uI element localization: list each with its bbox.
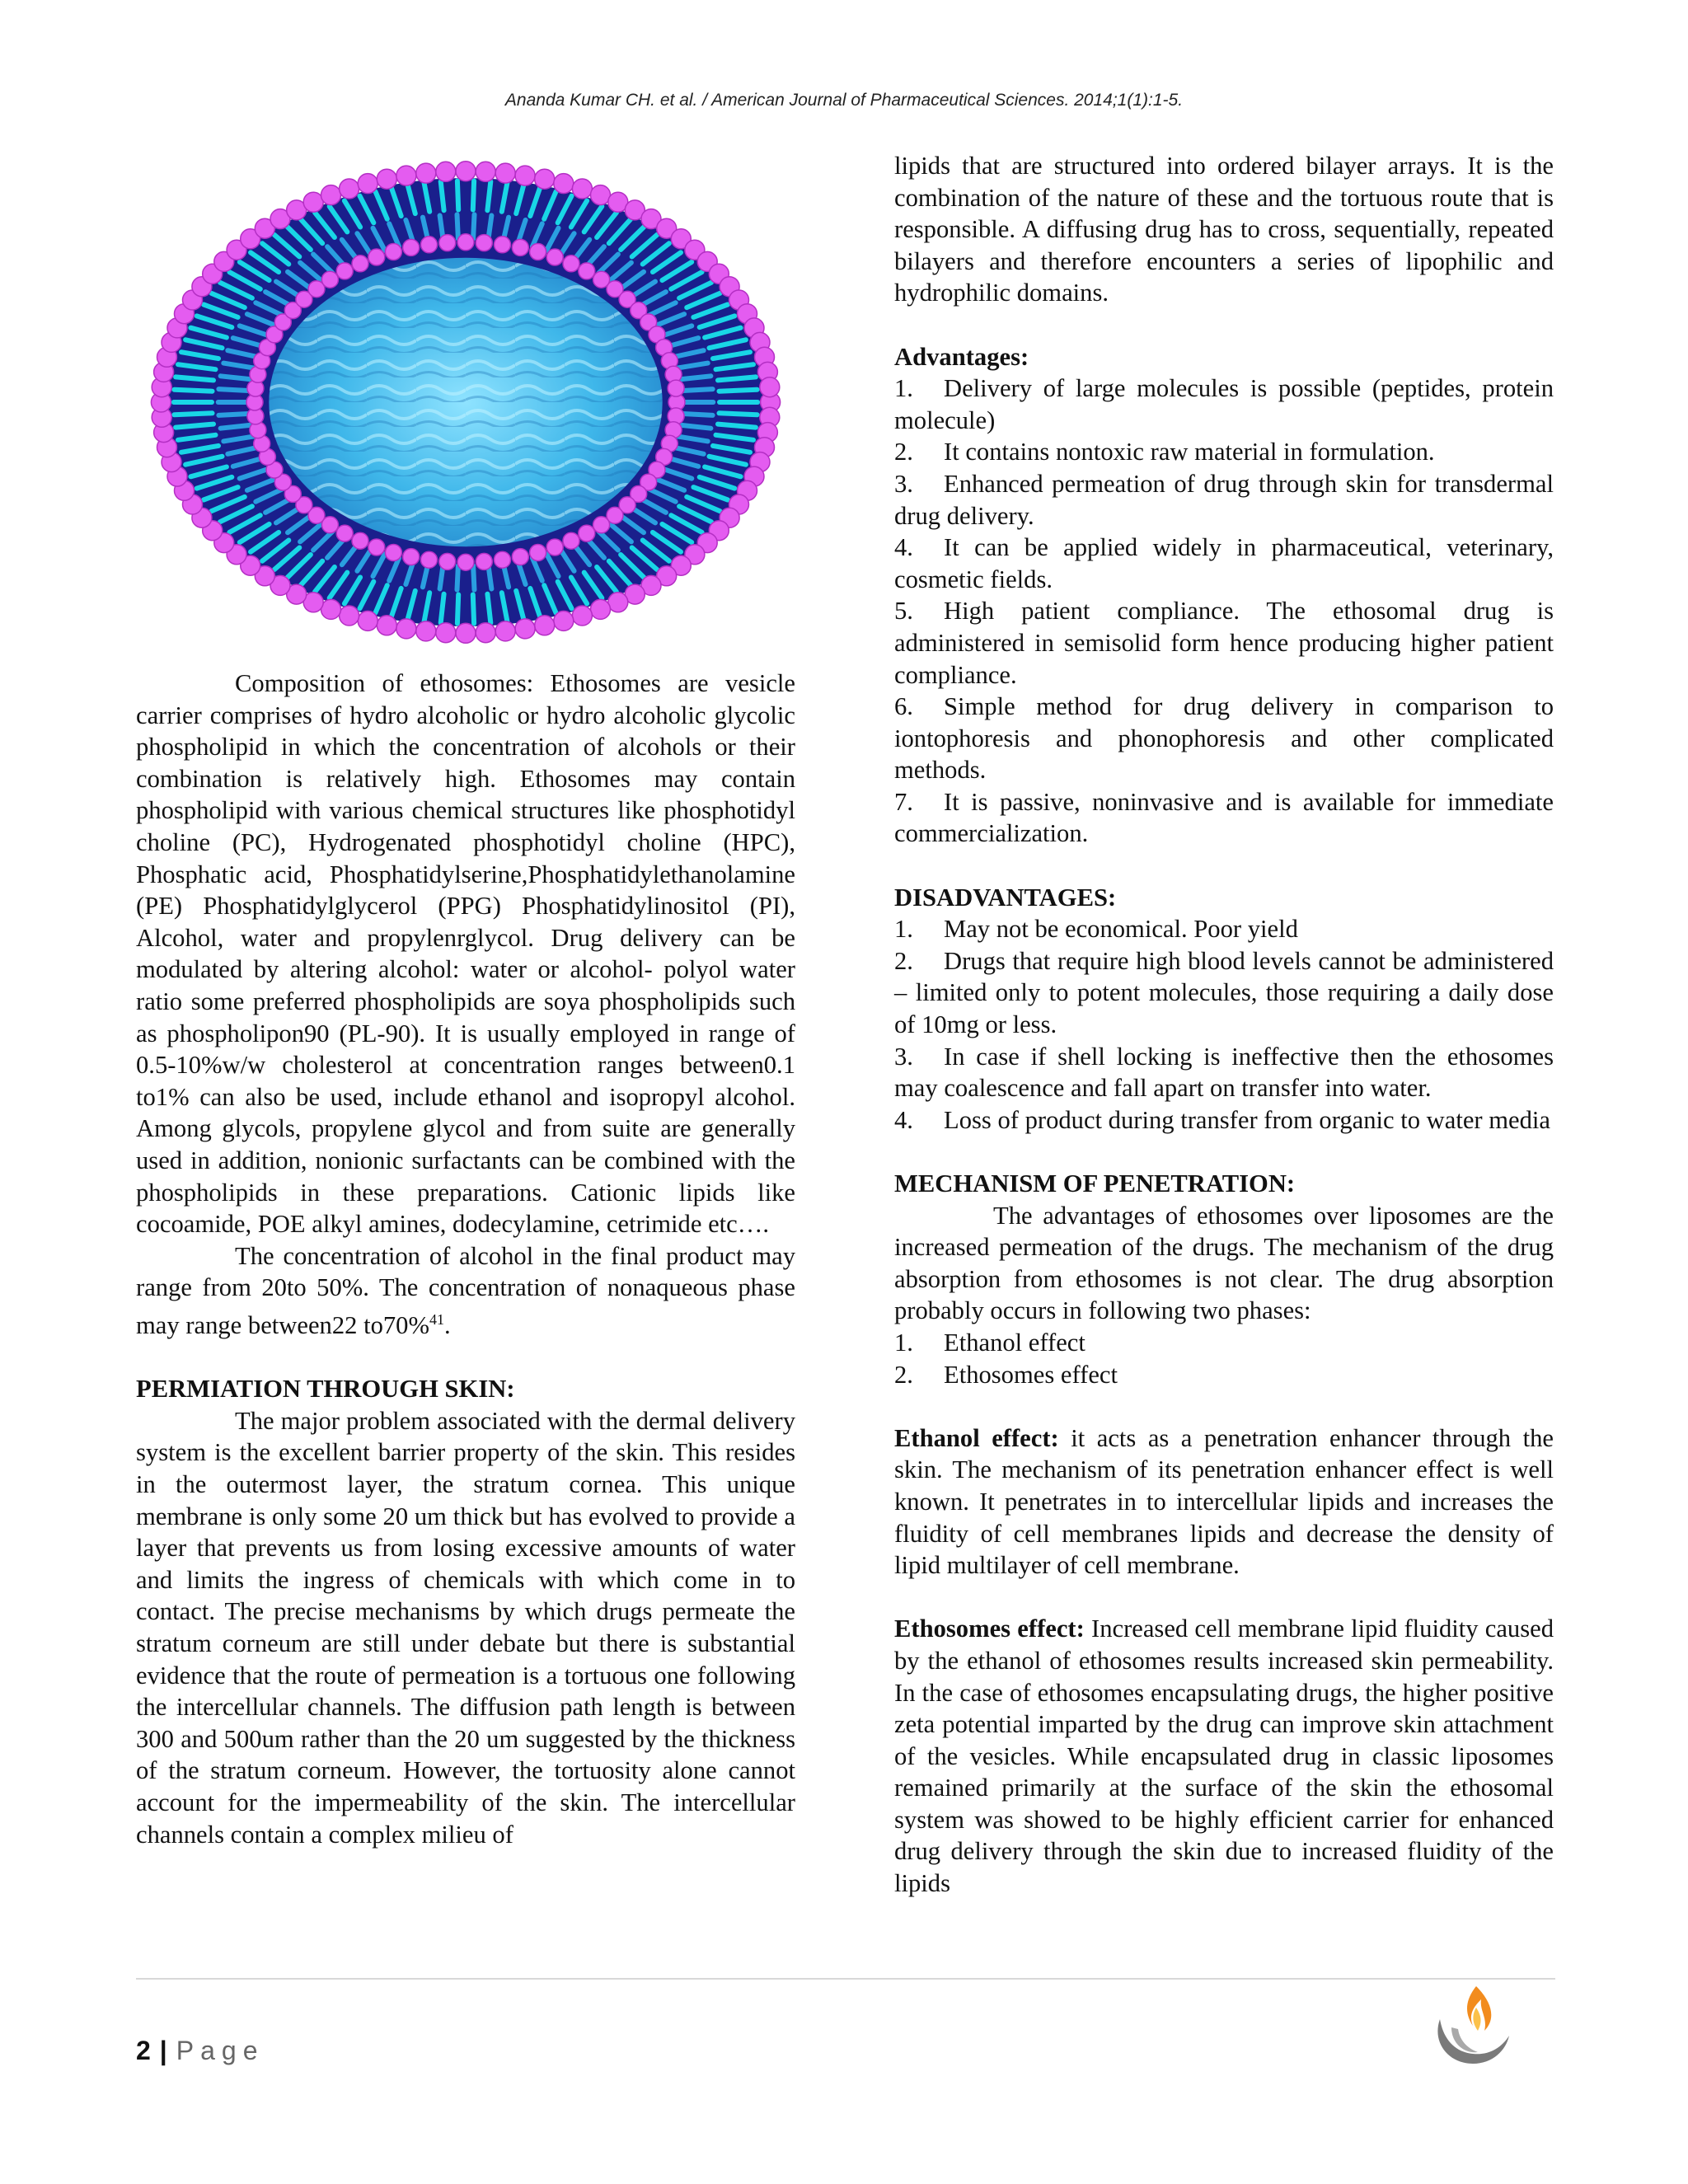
inner-lipid-head xyxy=(512,239,528,255)
disadvantage-item xyxy=(894,1104,1554,1137)
aqueous-core-texture xyxy=(269,258,662,546)
alcohol-concentration-text: The concentration of alcohol in the final product may range from 20to 50%. The concentration of nonaqueous phase may range between22 to70% xyxy=(136,1241,795,1340)
inner-lipid-tail xyxy=(679,425,710,429)
inner-lipid-head xyxy=(563,255,579,272)
phase-item-number: 2. xyxy=(894,1360,913,1389)
outer-lipid-tail xyxy=(473,595,474,624)
inner-lipid-head xyxy=(403,549,420,565)
permiation-heading: PERMIATION THROUGH SKIN: xyxy=(136,1375,515,1404)
composition-paragraph: Composition of ethosomes: Ethosomes are vesicle carrier comprises of hydro alcoholic or hydro alcoholic glycolic phospholipid in which the concentration of alcohols or their combination is relatively high. Ethosomes may contain phospholipid with various chemical structures like phosphotidyl choline (PC), Hydrogenated phosphotidyl choline (HPC), Phosphatic acid, Phosphatidylserine,Phosphatidylethanolamine (PE) Phosphatidylglycerol (PPG) Phosphatidylinositol (PI), Alcohol, water and propylenrglycol. Drug delivery can be modulated by altering alcohol: water or alcohol- polyol water ratio some preferred phospholipids are soya phospholipids such as phospholipon90 (PL-90). It is usually employed in range of 0.5-10%w/w cholesterol at concentration ranges between0.1 to1% can also be used, include ethanol and isopropyl alcohol. Among glycols, propylene glycol and from suite are generally used in addition, nonionic surfactants can be combined with the phospholipids in these preparations. Cationic lipids like cocoamide, POE alkyl amines, dodecylamine, cetrimide etc…. xyxy=(136,669,795,1239)
inner-lipid-head xyxy=(439,235,456,251)
advantages-list xyxy=(894,373,1554,850)
inner-lipid-head xyxy=(368,249,385,265)
advantage-item-text: Simple method for drug delivery in comparison to iontophoresis and phonophoresis and other complicated methods. xyxy=(894,692,1554,785)
disadvantage-item-text: Drugs that require high blood levels cannot be administered – limited only to potent molecules, those requiring a daily dose of 10mg or less. xyxy=(894,946,1554,1039)
disadvantage-item xyxy=(894,945,1554,1041)
outer-lipid-tail xyxy=(174,390,212,391)
inner-lipid-head xyxy=(421,237,438,253)
inner-lipid-head xyxy=(530,244,546,260)
outer-lipid-head xyxy=(377,169,396,189)
inner-lipid-head xyxy=(336,525,353,541)
inner-lipid-head xyxy=(421,551,438,568)
disadvantage-item-text: In case if shell locking is ineffective then the ethosomes may coalescence and fall apart on transfer into water. xyxy=(894,1042,1554,1103)
mechanism-paragraph: The advantages of ethosomes over liposomes are the increased permeation of the drugs. The mechanism of the drug absorption from ethosomes is not clear. The drug absorption probably occurs in following two phases: xyxy=(894,1201,1554,1325)
outer-lipid-head xyxy=(515,619,535,639)
outer-lipid-head xyxy=(760,377,780,397)
ethanol-effect-lead: Ethanol effect: xyxy=(894,1423,1059,1452)
outer-lipid-tail xyxy=(441,594,444,623)
phase-item-text: Ethosomes effect xyxy=(944,1360,1118,1389)
inner-lipid-head xyxy=(476,553,492,569)
outer-lipid-head xyxy=(340,179,359,199)
ethosomes-effect-paragraph xyxy=(894,1613,1554,1899)
outer-lipid-head xyxy=(396,619,416,639)
disadvantage-item-number: 3. xyxy=(894,1042,913,1071)
advantage-item xyxy=(894,691,1554,786)
inner-lipid-tail xyxy=(681,414,712,415)
inner-lipid-head xyxy=(457,234,474,251)
outer-lipid-head xyxy=(608,593,628,612)
page-number: 2 xyxy=(136,2036,152,2065)
advantage-item xyxy=(894,436,1554,468)
inner-lipid-head xyxy=(336,263,353,279)
disadvantages-heading: DISADVANTAGES: xyxy=(894,883,1117,912)
outer-lipid-head xyxy=(321,599,341,619)
advantage-item-text: High patient compliance. The ethosomal drug is administered in semisolid form hence producing higher patient compliance. xyxy=(894,597,1554,689)
inner-lipid-head xyxy=(385,545,401,561)
inner-lipid-head xyxy=(439,553,456,569)
inner-lipid-tail xyxy=(221,376,252,379)
outer-lipid-head xyxy=(416,621,436,641)
alcohol-concentration-paragraph xyxy=(136,1240,795,1342)
inner-lipid-tail xyxy=(473,565,474,589)
ethosomes-effect-text: Increased cell membrane lipid fluidity caused by the ethanol of ethosomes results increased skin permeability. In the case of ethosomes encapsulating drugs, the higher positive zeta potential imparted by the drug can improve skin attachment of the vesicles. While encapsulated drug in classic liposomes remained primarily at the surface of the skin the ethosomal system was showed to be highly efficient carrier for enhanced drug delivery through the skin due to increased fluidity of the lipids xyxy=(894,1615,1554,1898)
outer-lipid-tail xyxy=(720,413,757,415)
outer-lipid-tail xyxy=(174,413,212,415)
advantage-item-text: Enhanced permeation of drug through skin for transdermal drug delivery. xyxy=(894,469,1554,530)
outer-lipid-head xyxy=(515,166,535,185)
inner-lipid-head xyxy=(457,554,474,570)
outer-lipid-head xyxy=(321,185,341,205)
inner-lipid-head xyxy=(495,237,511,253)
inner-lipid-head xyxy=(579,525,595,541)
advantage-item-number: 5. xyxy=(894,597,913,626)
advantage-item xyxy=(894,595,1554,691)
advantage-item-number: 2. xyxy=(894,438,913,466)
outer-lipid-head xyxy=(554,174,574,194)
inner-lipid-head xyxy=(321,271,338,288)
inner-lipid-head xyxy=(352,532,368,549)
mechanism-heading: MECHANISM OF PENETRATION: xyxy=(894,1169,1296,1197)
disadvantage-item-number: 4. xyxy=(894,1105,913,1134)
inner-lipid-head xyxy=(668,380,684,396)
outer-lipid-tail xyxy=(718,377,756,380)
outer-lipid-tail xyxy=(176,424,213,428)
outer-lipid-tail xyxy=(718,424,756,428)
outer-lipid-head xyxy=(554,611,574,630)
outer-lipid-tail xyxy=(487,594,490,623)
outer-lipid-head xyxy=(396,166,416,185)
disadvantage-item xyxy=(894,1041,1554,1104)
continuation-paragraph: lipids that are structured into ordered bilayer arrays. It is the combination of the nature of these and the tortuous route that is responsible. A diffusing drug has to cross, sequentially, repeated bilayers and therefore encounters a series of lipophilic and hydrophilic domains. xyxy=(894,152,1554,307)
inner-lipid-tail xyxy=(457,214,458,238)
outer-lipid-head xyxy=(358,174,377,194)
outer-lipid-head xyxy=(340,606,359,626)
page-label: Page xyxy=(176,2036,265,2065)
outer-lipid-head xyxy=(476,162,495,181)
outer-lipid-head xyxy=(495,163,515,183)
outer-lipid-head xyxy=(572,179,592,199)
reference-superscript: 41 xyxy=(429,1310,444,1328)
outer-lipid-head xyxy=(436,162,456,181)
advantage-item-number: 4. xyxy=(894,533,913,562)
advantage-item-text: It contains nontoxic raw material in formulation. xyxy=(944,438,1435,466)
disadvantage-item-text: May not be economical. Poor yield xyxy=(944,915,1298,944)
right-column xyxy=(894,150,1554,1900)
advantage-item-text: It can be applied widely in pharmaceutical, veterinary, cosmetic fields. xyxy=(894,533,1554,593)
phase-item xyxy=(894,1359,1554,1391)
phase-item-text: Ethanol effect xyxy=(944,1328,1085,1357)
advantage-item-number: 6. xyxy=(894,692,913,721)
ethanol-effect-text: it acts as a penetration enhancer through the skin. The mechanism of its penetration enhancer effect is well known. It penetrates in to intercellular lipids and increases the fluidity of cell membranes lipids and decrease the density of lipid multilayer of cell membrane. xyxy=(894,1423,1554,1580)
advantage-item-text: Delivery of large molecules is possible (peptides, protein molecule) xyxy=(894,374,1554,434)
advantage-item xyxy=(894,532,1554,595)
footer-separator: | xyxy=(159,2036,168,2065)
outer-lipid-head xyxy=(377,616,396,635)
inner-lipid-head xyxy=(512,549,528,565)
outer-lipid-head xyxy=(591,185,611,205)
outer-lipid-head xyxy=(495,621,515,641)
phase-item-number: 1. xyxy=(894,1328,913,1357)
ethosomes-effect-lead: Ethosomes effect: xyxy=(894,1615,1085,1643)
inner-lipid-head xyxy=(593,517,610,533)
advantage-item xyxy=(894,468,1554,532)
outer-lipid-tail xyxy=(720,390,757,391)
outer-lipid-tail xyxy=(457,181,458,210)
inner-lipid-tail xyxy=(473,214,474,238)
inner-lipid-head xyxy=(495,551,511,568)
inner-lipid-head xyxy=(385,244,401,260)
advantage-item-text: It is passive, noninvasive and is available for immediate commercialization. xyxy=(894,787,1554,848)
disadvantage-item-text: Loss of product during transfer from organic to water media xyxy=(944,1105,1551,1134)
footer-rule xyxy=(136,1978,1555,1980)
outer-lipid-tail xyxy=(487,181,490,210)
advantage-item-number: 3. xyxy=(894,469,913,498)
inner-lipid-head xyxy=(546,249,563,265)
inner-lipid-head xyxy=(530,545,546,561)
inner-lipid-head xyxy=(546,539,563,555)
outer-lipid-head xyxy=(358,611,377,630)
permiation-paragraph: The major problem associated with the dermal delivery system is the excellent barrier property of the skin. This resides in the outermost layer, the stratum cornea. This unique membrane is only some 20 um thick but has evolved to provide a layer that prevents us from losing excessive amounts of water and limits the ingress of chemicals with which come in to contact. The precise mechanisms by which drugs permeate the stratum corneum are still under debate but there is substantial evidence that the route of permeation is a tortuous one following the intercellular channels. The diffusion path length is between 300 and 500um rather than the 20 um suggested by the thickness of the stratum corneum. However, the tortuosity alone cannot account for the impermeability of the skin. The intercellular channels contain a complex milieu of xyxy=(136,1406,795,1849)
outer-lipid-head xyxy=(303,192,323,212)
outer-lipid-head xyxy=(436,623,456,643)
disadvantage-item-number: 2. xyxy=(894,946,913,975)
journal-flame-logo xyxy=(1430,1978,1512,2069)
outer-lipid-head xyxy=(476,623,495,643)
sentence-end: . xyxy=(443,1311,451,1340)
inner-lipid-head xyxy=(368,539,385,555)
outer-lipid-tail xyxy=(457,595,458,624)
inner-lipid-head xyxy=(563,532,579,549)
inner-lipid-tail xyxy=(218,389,250,391)
page-footer xyxy=(136,2036,264,2066)
outer-lipid-head xyxy=(416,163,436,183)
outer-lipid-tail xyxy=(441,181,444,210)
advantage-item-number: 1. xyxy=(894,374,913,403)
advantage-item xyxy=(894,373,1554,436)
outer-lipid-tail xyxy=(176,377,213,380)
outer-lipid-head xyxy=(535,616,555,635)
outer-lipid-head xyxy=(456,162,476,181)
running-head: Ananda Kumar CH. et al. / American Journal of Pharmaceutical Sciences. 2014;1(1):1-5. xyxy=(504,91,1184,110)
inner-lipid-head xyxy=(579,263,595,279)
outer-lipid-tail xyxy=(473,181,474,210)
disadvantages-list xyxy=(894,913,1554,1136)
left-column xyxy=(136,668,795,1850)
outer-lipid-head xyxy=(591,599,611,619)
inner-lipid-tail xyxy=(221,425,252,429)
inner-lipid-head xyxy=(352,255,368,272)
inner-lipid-head xyxy=(403,239,420,255)
advantage-item xyxy=(894,786,1554,850)
phases-list xyxy=(894,1327,1554,1390)
outer-lipid-head xyxy=(535,169,555,189)
disadvantage-item xyxy=(894,913,1554,945)
advantages-heading: Advantages: xyxy=(894,342,1029,371)
ethanol-effect-paragraph xyxy=(894,1422,1554,1582)
inner-lipid-tail xyxy=(679,376,710,379)
advantage-item-number: 7. xyxy=(894,787,913,816)
inner-lipid-head xyxy=(476,235,492,251)
outer-lipid-head xyxy=(456,623,476,643)
outer-lipid-head xyxy=(572,606,592,626)
disadvantage-item-number: 1. xyxy=(894,915,913,944)
inner-lipid-tail xyxy=(681,389,712,391)
ethosome-vesicle-illustration xyxy=(140,155,791,649)
inner-lipid-tail xyxy=(218,414,250,415)
phase-item xyxy=(894,1327,1554,1359)
inner-lipid-tail xyxy=(457,565,458,589)
